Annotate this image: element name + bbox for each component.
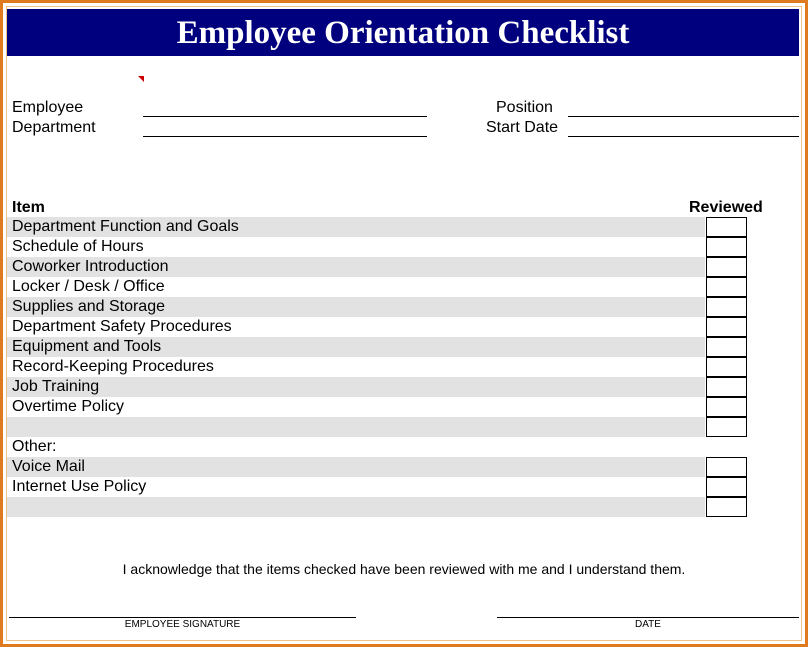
checklist-item [7,417,705,437]
start-date-label: Start Date [486,119,559,136]
reviewed-checkbox[interactable] [706,477,747,497]
reviewed-checkbox[interactable] [706,357,747,377]
reviewed-checkbox[interactable] [706,277,747,297]
department-field[interactable] [143,136,427,137]
comment-indicator-icon [138,76,144,82]
other-checklist-item: Internet Use Policy [12,478,147,495]
position-field[interactable] [568,116,799,117]
checklist-item: Department Function and Goals [7,217,705,237]
reviewed-checkbox[interactable] [706,317,747,337]
checklist-item: Job Training [7,377,705,397]
checklist-item: Supplies and Storage [7,297,705,317]
department-label: Department [12,119,96,136]
reviewed-checkbox[interactable] [706,297,747,317]
reviewed-checkbox[interactable] [706,457,747,477]
position-label: Position [496,99,553,116]
checklist-item: Equipment and Tools [7,337,705,357]
checklist-item: Record-Keeping Procedures [12,358,214,375]
employee-signature-line[interactable] [9,617,356,618]
reviewed-column-header: Reviewed [689,199,763,216]
reviewed-checkbox[interactable] [706,237,747,257]
checklist-item: Schedule of Hours [12,238,144,255]
other-checklist-item: Voice Mail [7,457,705,477]
reviewed-checkbox[interactable] [706,217,747,237]
checklist-item: Coworker Introduction [7,257,705,277]
acknowledgement-text: I acknowledge that the items checked have been reviewed with me and I understand them. [122,561,686,577]
checklist-item: Department Safety Procedures [12,318,232,335]
start-date-field[interactable] [568,136,799,137]
date-signature-line[interactable] [497,617,799,618]
employee-signature-label: EMPLOYEE SIGNATURE [124,619,241,630]
date-signature-label: DATE [635,619,661,630]
item-column-header: Item [12,199,45,216]
reviewed-checkbox[interactable] [706,377,747,397]
employee-field[interactable] [143,116,427,117]
reviewed-checkbox[interactable] [706,257,747,277]
reviewed-checkbox[interactable] [706,497,747,517]
employee-label: Employee [12,99,84,116]
reviewed-checkbox[interactable] [706,417,747,437]
reviewed-checkbox[interactable] [706,397,747,417]
other-checklist-item [7,497,705,517]
reviewed-checkbox[interactable] [706,337,747,357]
other-label: Other: [12,438,57,455]
checklist-item: Overtime Policy [12,398,125,415]
page-title: Employee Orientation Checklist [7,9,799,56]
checklist-item: Locker / Desk / Office [12,278,165,295]
